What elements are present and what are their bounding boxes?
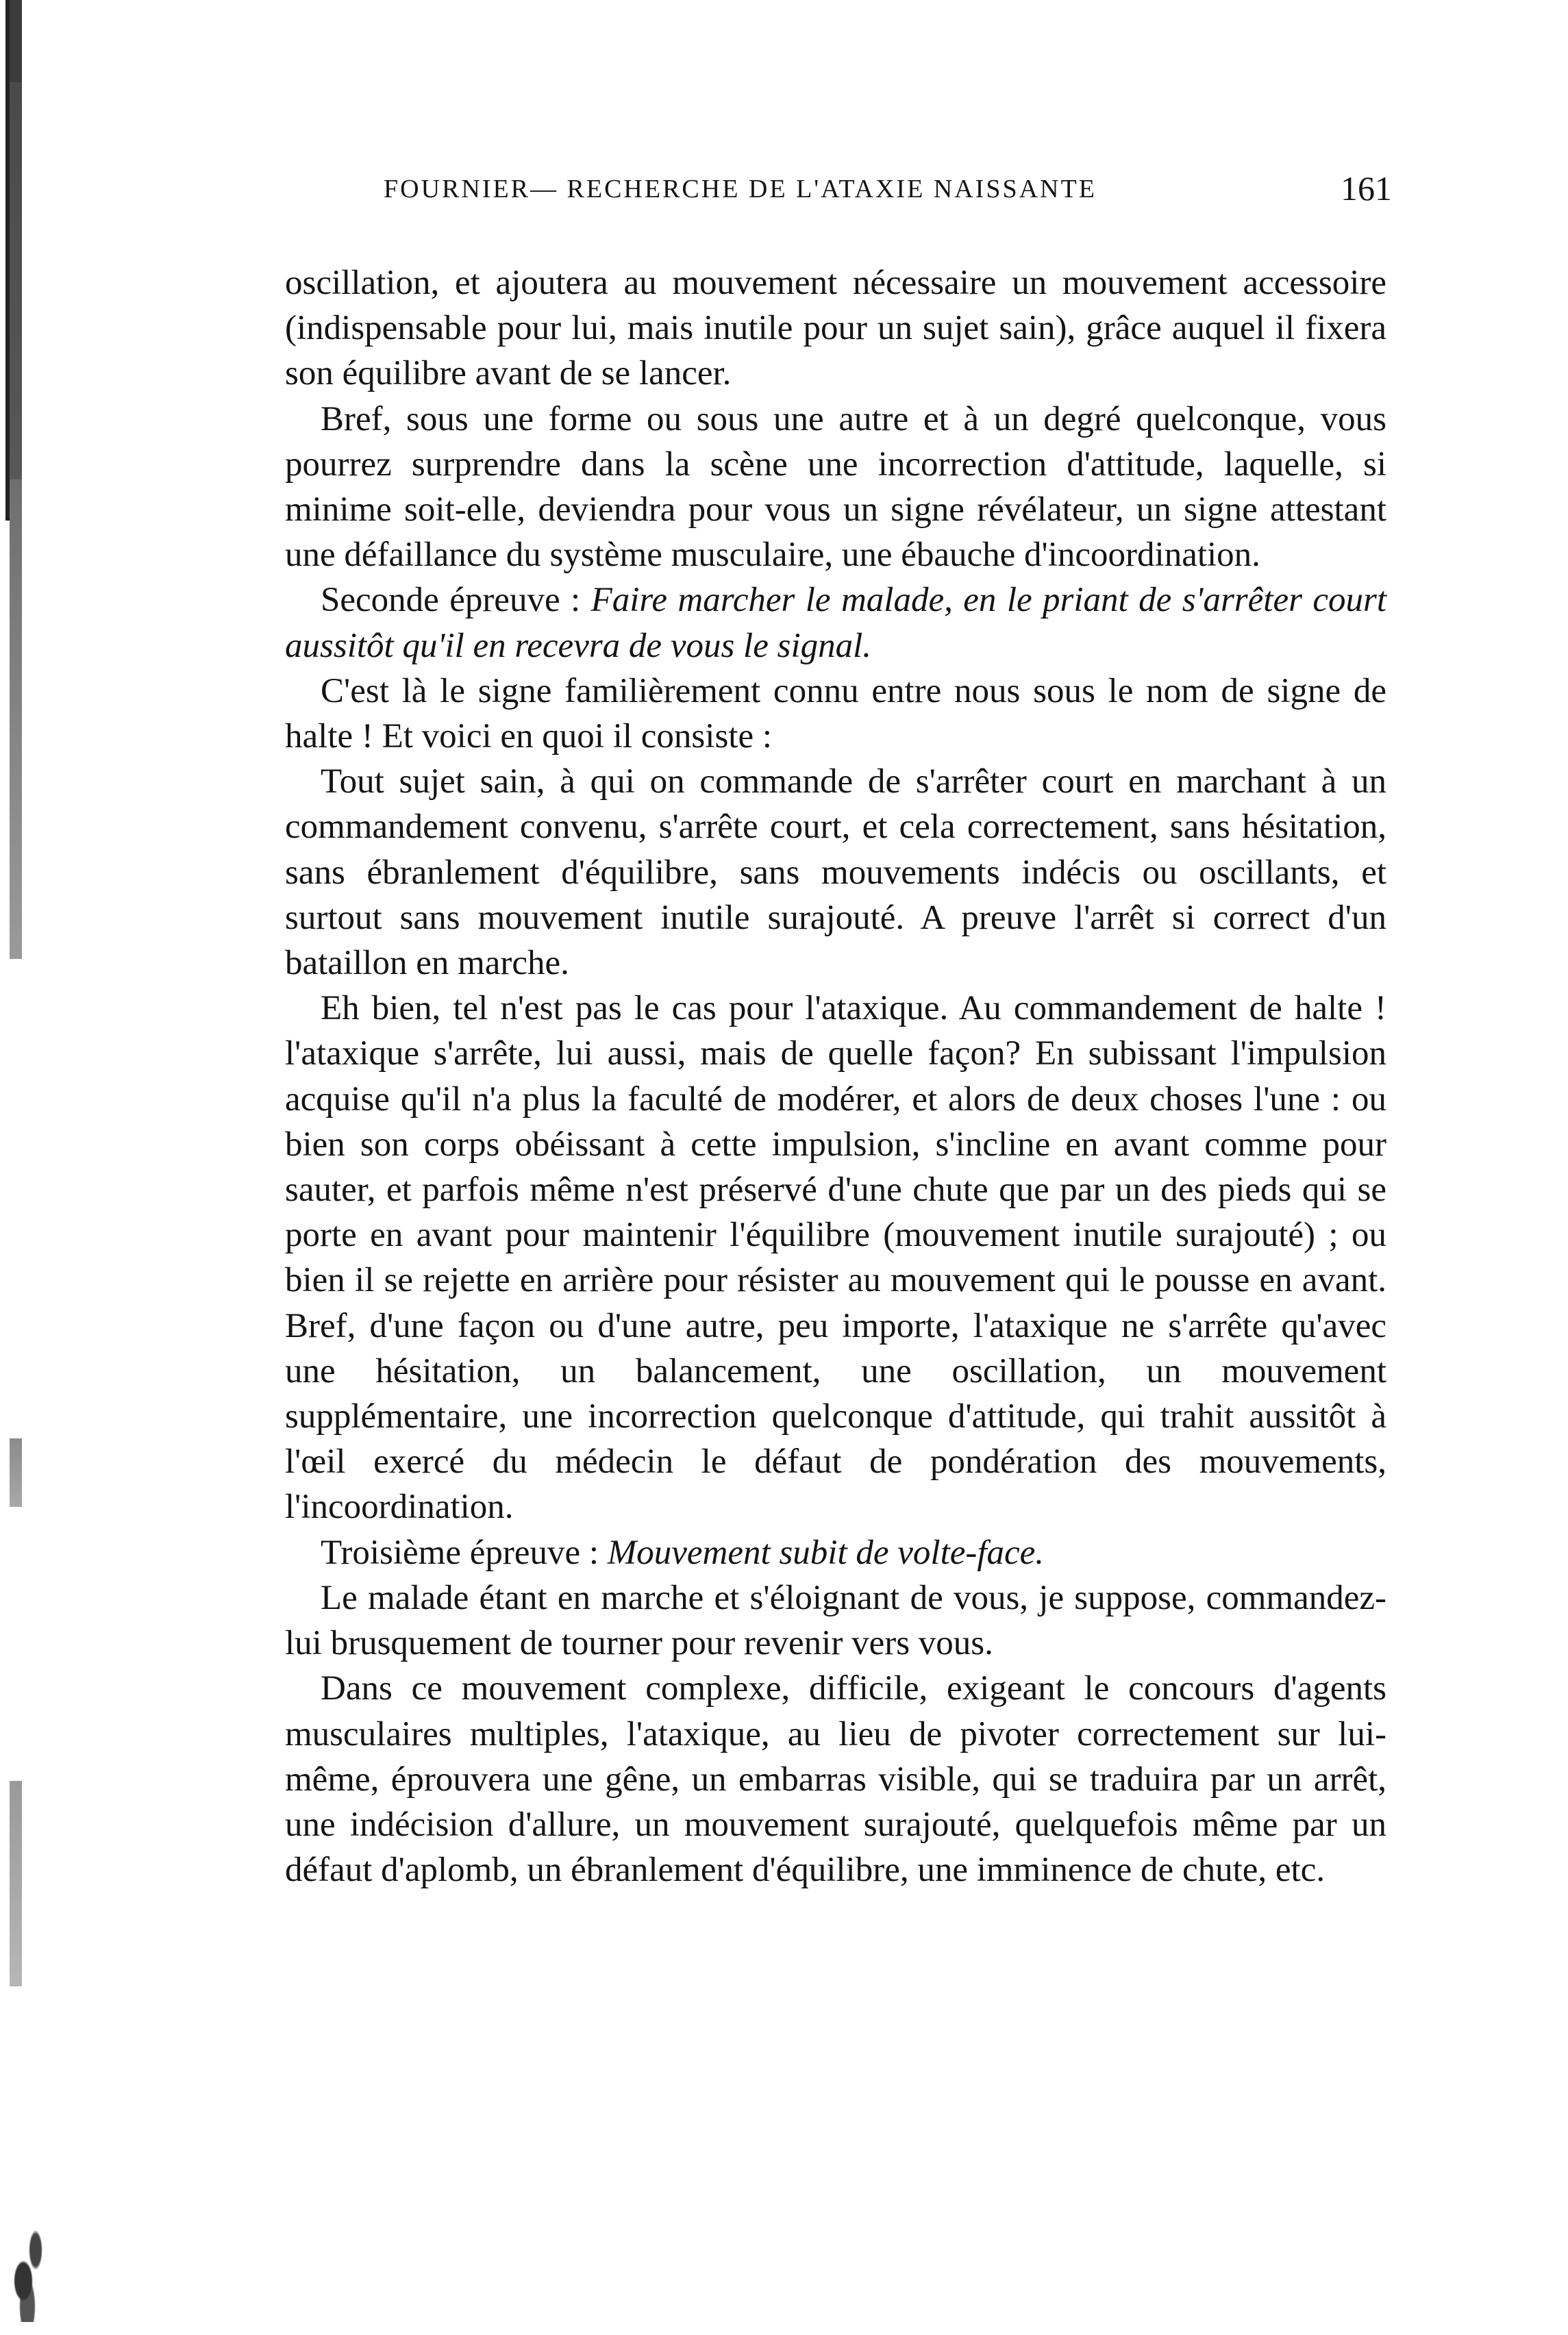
paragraph-1: oscillation, et ajoutera au mouvement nécessaire un mouvement accessoire (indispensable pour lui, mais inutile pour un sujet sain), grâce auquel il fixera son équilibre avant de se lancer. xyxy=(285,264,1386,393)
body-text xyxy=(285,260,1386,1893)
paragraph-3 xyxy=(285,577,1386,668)
paragraph-7-italic: Mouvement subit de volte-face. xyxy=(607,1533,1045,1572)
paragraph-7 xyxy=(285,1530,1386,1575)
paragraph-4: C'est là le signe familièrement connu entre nous sous le nom de signe de halte ! Et voici en quoi il consiste : xyxy=(285,671,1386,756)
scan-artifact xyxy=(11,2219,52,2322)
paragraph-7-lead: Troisième épreuve : xyxy=(321,1533,608,1572)
paragraph-3-italic: Faire marcher le malade, en le priant de s'arrêter court aussitôt qu'il en recevra de vous le signal. xyxy=(285,581,1386,665)
paragraph-8: Le malade étant en marche et s'éloignant de vous, je suppose, commandez-lui brusquement de tourner pour revenir vers vous. xyxy=(285,1578,1386,1663)
running-title: FOURNIER— RECHERCHE DE L'ATAXIE NAISSANTE xyxy=(384,175,1097,203)
paragraph-6: Eh bien, tel n'est pas le cas pour l'ataxique. Au commandement de halte ! l'ataxique s'arrête, lui aussi, mais de quelle façon? En subissant l'impulsion acquise qu'il n'a plus la faculté de modérer, et alors de deux choses l'une : ou bien son corps obéissant à cette impulsion, s'incline en avant comme pour sauter, et parfois même n'est préservé d'une chute que par un des pieds qui se porte en avant pour maintenir l'équilibre (mouvement inutile surajouté) ; ou bien il se rejette en arrière pour résister au mouvement qui le pousse en avant. Bref, d'une façon ou d'une autre, peu importe, l'ataxique ne s'arrête qu'avec une hésitation, un balancement, une oscillation, un mouvement supplémentaire, une incorrection quelconque d'attitude, qui trahit aussitôt à l'œil exercé du médecin le défaut de pondération des mouvements, l'incoordination. xyxy=(285,989,1386,1527)
paragraph-9: Dans ce mouvement complexe, difficile, exigeant le concours d'agents musculaires multiples, l'ataxique, au lieu de pivoter correctement sur lui-même, éprouvera une gêne, un embarras visible, qui se traduira par un arrêt, une indécision d'allure, un mouvement surajouté, quelquefois même par un défaut d'aplomb, un ébranlement d'équilibre, une imminence de chute, etc. xyxy=(285,1669,1386,1890)
paragraph-3-lead: Seconde épreuve : xyxy=(321,581,591,620)
page-number: 161 xyxy=(1341,169,1392,208)
paragraph-5: Tout sujet sain, à qui on commande de s'arrêter court en marchant à un commandement convenu, s'arrête court, et cela correctement, sans hésitation, sans ébranlement d'équilibre, sans mouvements indécis ou oscillants, et surtout sans mouvement inutile surajouté. A preuve l'arrêt si correct d'un bataillon en marche. xyxy=(285,762,1386,983)
binding-edge xyxy=(10,0,22,2335)
running-header xyxy=(384,169,1392,215)
paragraph-2: Bref, sous une forme ou sous une autre et à un degré quelconque, vous pourrez surprendre dans la scène une incorrection d'attitude, laquelle, si minime soit-elle, deviendra pour vous un signe révélateur, un signe attestant une défaillance du système musculaire, une ébauche d'incoordination. xyxy=(285,399,1386,575)
